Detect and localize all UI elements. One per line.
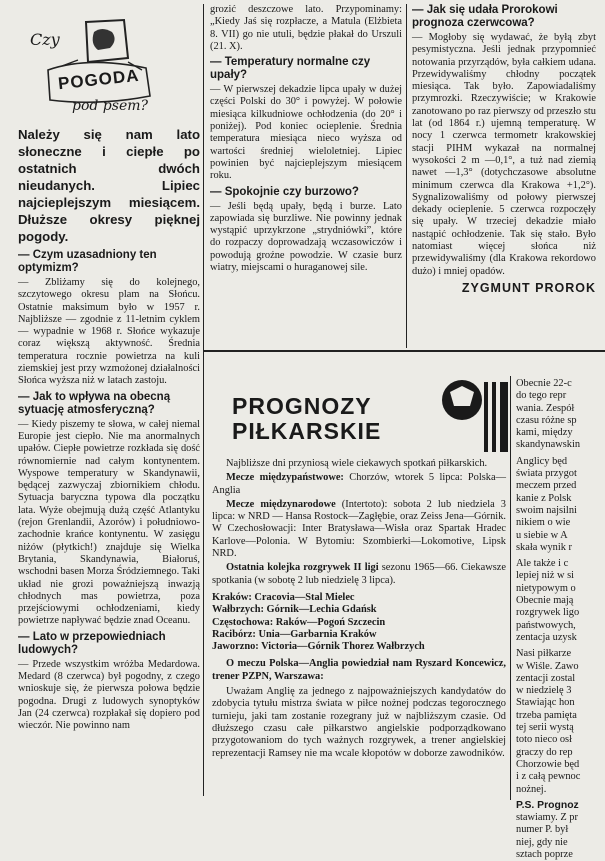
sidebar-line: do tego repr [516,390,567,402]
logo-line-pod-psem: pod psem? [72,98,149,114]
interview-intro: O meczu Polska—Anglia powiedział nam Ryszard Koncewicz, trener PZPN, Warszawa: [212,658,506,682]
football-title-line-1: PROGNOZY [232,393,372,419]
column-1 [18,126,200,733]
answer-text: — W pierwszej dekadzie lipca upały w dużej części Polski do 30° i powyżej. W połowie miesiąca kilkudniowe ochłodzenia (do 20° i poniżej). Pod koniec ocieplenie. Średnia temperatura miesiąca nieco wyższa od wartości średniej wieloletniej. Lipiec powinien być najcieplejszym miesiącem roku. [210,84,402,182]
sidebar-line: Nasi piłkarze [516,648,572,660]
football-title-line-2: PIŁKARSKIE [232,418,382,444]
sidebar-line: meczem przed [516,480,577,492]
sidebar-line: wania. Zespół [516,402,575,414]
question-heading: — Jak się udała Prorokowi prognoza czerwcowa? [412,4,558,29]
sidebar-column [516,378,605,861]
column-divider [510,376,511,800]
football-intro: Najbliższe dni przyniosą wiele ciekawych spotkań piłkarskich. [226,458,488,469]
interview-text: Uważam Anglię za jednego z najpoważniejszych kandydatów do zdobycia tytułu mistrza świata w piłce nożnej podczas tegorocznego turnieju, jaki tam zostanie rozegrany już w najbliższym czasie. Od dłuższego czasu całe piłkarstwo angielskie podporządkowano przygotowaniom do tych ważnych rozgrywek, a trener angielskiej reprezentacji Ramsey nie ma wcale kłopotów w doborze zawodników. [212,686,506,759]
list-item: Racibórz: Unia—Garbarnia Kraków [212,628,377,640]
answer-text: — Zbliżamy się do kolejnego, szczytowego okresu plam na Słońcu. Ostatnie maksimum było w 1957 r. Najbliższe — zgodnie z 11-letnim cyklem — wypadnie w 1968 r. Słońce wykazuje coraz większą aktywność. Średnia temperatura rocznie powietrza na kuli ziemskiej jest przy wzmożonej działalności Słońca wyższa niż w latach zastoju. [18,277,200,387]
logo-line-czy: Czy [30,30,60,49]
sidebar-line: toto nieco osł [516,734,572,746]
football-title [232,394,381,444]
question-heading: — Spokojnie czy burzowo? [210,185,359,198]
sidebar-line: Obecnie 22-c [516,378,572,389]
continued-text: grozić deszczowe lato. Przypominamy: „Kiedy Jaś się rozpłacze, a Matula (Elżbieta 8. VII) go nie utuli, będzie płakał do Urszuli (21. X). [210,4,402,52]
sidebar-line: swoim najsilni [516,504,577,516]
column-2 [210,4,402,274]
sidebar-line: nikiem o wie [516,517,571,529]
sidebar-line: sztach poprze [516,848,573,860]
pogoda-logo [28,18,168,122]
sidebar-line: rozgrywek ligo [516,607,580,619]
league-round: Ostatnia kolejka rozgrywek II ligi sezonu 1965—66. Ciekawsze spotkania (w sobotę 2 lub niedzielę 3 lipca). [212,562,506,586]
column-divider [406,4,407,348]
intertoto-matches: Mecze międzynarodowe (Intertoto): sobota 2 lub niedziela 3 lipca: w NRD — Hansa Rostock—Zagłębie, oraz Zeiss Jena—Górnik. W Czechosłowacji: Inter Bratysława—Wisła oraz Spartak Hradec Karlove—Polonia. W Bytomiu: Szombierki—Lokomotive, Lipsk NRD. [212,498,507,560]
football-player-icon [428,376,512,456]
sidebar-line: kami, między [516,427,573,439]
international-matches: Mecze międzypaństwowe: Chorzów, wtorek 5 lipca: Polska—Anglia [212,472,507,496]
sidebar-line: u siebie w A [516,529,568,541]
sidebar-line: P.S. Prognoz [516,799,579,811]
sidebar-lines [516,378,605,861]
answer-text: — Jeśli będą upały, będą i burze. Lato zapowiada się burzliwe. Nie powinny jednak wystąpić uprzykrzone „strydniówki”, które do rozpaczy doprowadzają wczasowiczów i powodują groźne powodzie. W czasie burz wiatry, miejscami o huraganowej sile. [210,200,402,274]
sidebar-line: stawiamy. Z pr [516,812,578,824]
question-heading: — Temperatury normalne czy upały? [210,56,371,82]
sidebar-line: skała wynik r [516,541,572,553]
logo-title: POGODA [57,65,141,94]
sidebar-line: nożnej. [516,783,547,795]
sidebar-line: nietypowym o [516,582,576,594]
list-item: Kraków: Cracovia—Stal Mielec [212,591,355,603]
sidebar-line: skandynawskin [516,439,581,451]
football-body [212,458,506,760]
column-divider [203,4,204,796]
list-item: Wałbrzych: Górnik—Lechia Gdańsk [212,604,377,616]
section-divider [204,350,605,352]
sidebar-line: numer P. był [516,824,569,836]
sidebar-line: i z całą pewnoc [516,771,581,783]
sidebar-line: Anglicy będ [516,455,568,467]
sidebar-line: trzeba pamięta [516,709,577,721]
list-item: Częstochowa: Raków—Pogoń Szczecin [212,616,386,628]
article-lead: Należy się nam lato słoneczne i ciepłe po ostatnich dwóch nieudanych. Lipiec najcieplejszym miesiącem. Dłuższe okresy pięknej pogody. [18,127,200,244]
sidebar-line: kanie z Polsk [516,492,572,504]
sidebar-line: świata przygot [516,468,577,480]
author-signature: ZYGMUNT PROROK [461,280,596,295]
sidebar-line: w Wiśle. Zawo [516,660,579,672]
sidebar-line: tej serii wystą [516,722,574,734]
sidebar-line: Obecnie mają [516,595,574,607]
sidebar-line: czasu różne sp [516,414,577,426]
answer-text: — Kiedy piszemy te słowa, w całej niemal Europie jest ciepło. Nie ma anormalnych upałów. Ciepłe powietrze rozkłada się dość równomiernie nad całym kontynentem. Wyspowe temperatury w Skandynawii, będącej zazwyczaj zbiornikiem chłodu. Sytuacja baryczna typowa dla początku lata. Wyże obejmują dużą część Atlantyku (rejon Grenlandii, Azorów) i południowo-zachodnie krańce kontynentu. W zasięgu niżów (płytkich!) znajduje się Wielka Brytania, Skandynawia, Białoruś, wschodni basen Morza Śródziemnego. Taki układ nie grozi poważniejszą inwazją chłodnych mas powietrza, poza przejściowymi ochłodzeniami, kiedy powietrze napływać będzie znad Oceanu. [18,418,200,627]
sidebar-line: lepiej niż w si [516,570,575,582]
question-heading: — Lato w przepowiedniach ludowych? [18,630,166,656]
answer-text: — Mogłoby się wydawać, że byłą zbyt pesymistyczna. Jeśli jednak przypomnieć notowania przyrządów, była całkiem udana. Przewidywaliśmy chłodny początek miesiąca. Tak było. Zapowiadaliśmy przymrozki. Rzeczywiście; w Krakowie zanotowano po raz pierwszy od przeszło stu lat (od 1864 r.) ujemną temperaturę. W nocy 1 czerwca termometr krakowskiej stacji PIHM wykazał na normalnej wysokości 2 m —0,1°, a tuż nad ziemią nawet —1,3° (dotychczasowe absolutne minimum czerwca dla Krakowa +1,2°). Sygnalizowaliśmy od połowy pierwszej dekady ocieplenie. 5 czerwca rozpoczęły się upały. W trzeciej dekadzie miało nastąpić ochłodzenie. Tak się stało. Było natomiast więcej słońca niż przewidywaliśmy (dla Krakowa rekordowo dużo) i mniej opadów. [412,32,596,277]
sidebar-line: w niedzielę 3 [516,685,572,697]
question-heading: — Jak to wpływa na obecną sytuację atmosferyczną? [18,390,171,416]
list-item: Jaworzno: Victoria—Górnik Thorez Wałbrzych [212,641,425,653]
sidebar-line: niej, gdy nie [516,836,568,848]
column-3 [412,4,596,295]
sidebar-line: graczy do rep [516,746,573,758]
sidebar-line: zentacji zostal [516,672,576,684]
sidebar-line: Stawiając hon [516,697,575,709]
sidebar-line: Ale także i c [516,558,569,570]
sidebar-line: zentacja uzysk [516,631,577,643]
answer-text: — Przede wszystkim wróżba Medardowa. Medard (8 czerwca) był pogodny, z czego wnioskuje się, że pierwsza połowa będzie pogodna. Drugi z ludowych synoptyków Jan (24 czerwca) rozpłakał się dopiero pod wieczór. Nie powinno nam [18,658,200,732]
question-heading: — Czym uzasadniony ten optymizm? [18,249,157,274]
fixture-list [212,592,506,653]
sidebar-line: Chorzowie będ [516,758,580,770]
sidebar-line: państwowych, [516,619,576,631]
